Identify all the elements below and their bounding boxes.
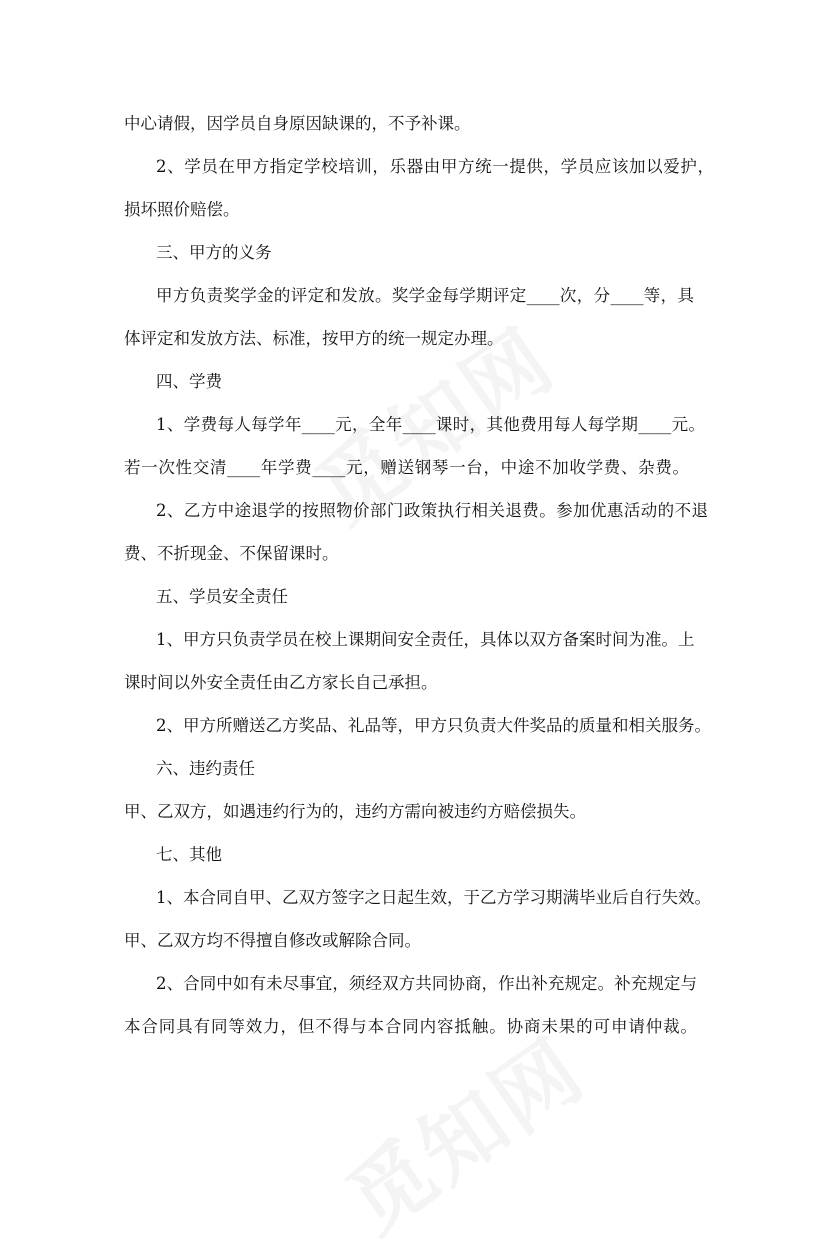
watermark bbox=[319, 1005, 605, 1256]
paragraph-line: 1、甲方只负责学员在校上课期间安全责任，具体以双方备案时间为准。上 bbox=[156, 630, 695, 649]
section-heading: 七、其他 bbox=[156, 845, 222, 864]
section-heading: 四、学费 bbox=[156, 372, 222, 391]
paragraph-line: 2、乙方中途退学的按照物价部门政策执行相关退费。参加优惠活动的不退 bbox=[156, 501, 708, 520]
paragraph-line: 中心请假，因学员自身原因缺课的，不予补课。 bbox=[124, 114, 471, 133]
paragraph-line: 2、甲方所赠送乙方奖品、礼品等，甲方只负责大件奖品的质量和相关服务。 bbox=[156, 716, 711, 735]
paragraph-line: 损坏照价赔偿。 bbox=[124, 200, 240, 219]
paragraph-line: 甲、乙双方，如遇违约行为的，违约方需向被违约方赔偿损失。 bbox=[124, 802, 586, 821]
paragraph-line: 甲方负责奖学金的评定和发放。奖学金每学期评定____次，分____等，具 bbox=[156, 286, 694, 305]
paragraph-line: 本合同具有同等效力，但不得与本合同内容抵触。协商未果的可申请仲裁。 bbox=[124, 1017, 697, 1036]
section-heading: 三、甲方的义务 bbox=[156, 243, 272, 262]
paragraph-line: 甲、乙双方均不得擅自修改或解除合同。 bbox=[124, 931, 421, 950]
paragraph-line: 费、不折现金、不保留课时。 bbox=[124, 544, 339, 563]
paragraph-line: 2、学员在甲方指定学校培训，乐器由甲方统一提供，学员应该加以爱护， bbox=[156, 157, 714, 176]
paragraph-line: 若一次性交清____年学费____元，赠送钢琴一台，中途不加收学费、杂费。 bbox=[124, 458, 689, 477]
section-heading: 六、违约责任 bbox=[156, 759, 255, 778]
section-heading: 五、学员安全责任 bbox=[156, 587, 288, 606]
paragraph-line: 2、合同中如有未尽事宜，须经双方共同协商，作出补充规定。补充规定与 bbox=[156, 974, 697, 993]
paragraph-line: 1、学费每人每学年____元，全年____课时，其他费用每人每学期____元。 bbox=[156, 415, 705, 434]
paragraph-line: 课时间以外安全责任由乙方家长自己承担。 bbox=[124, 673, 438, 692]
paragraph-line: 体评定和发放方法、标准，按甲方的统一规定办理。 bbox=[124, 329, 504, 348]
paragraph-line: 1、本合同自甲、乙双方签字之日起生效，于乙方学习期满毕业后自行失效。 bbox=[156, 888, 711, 907]
